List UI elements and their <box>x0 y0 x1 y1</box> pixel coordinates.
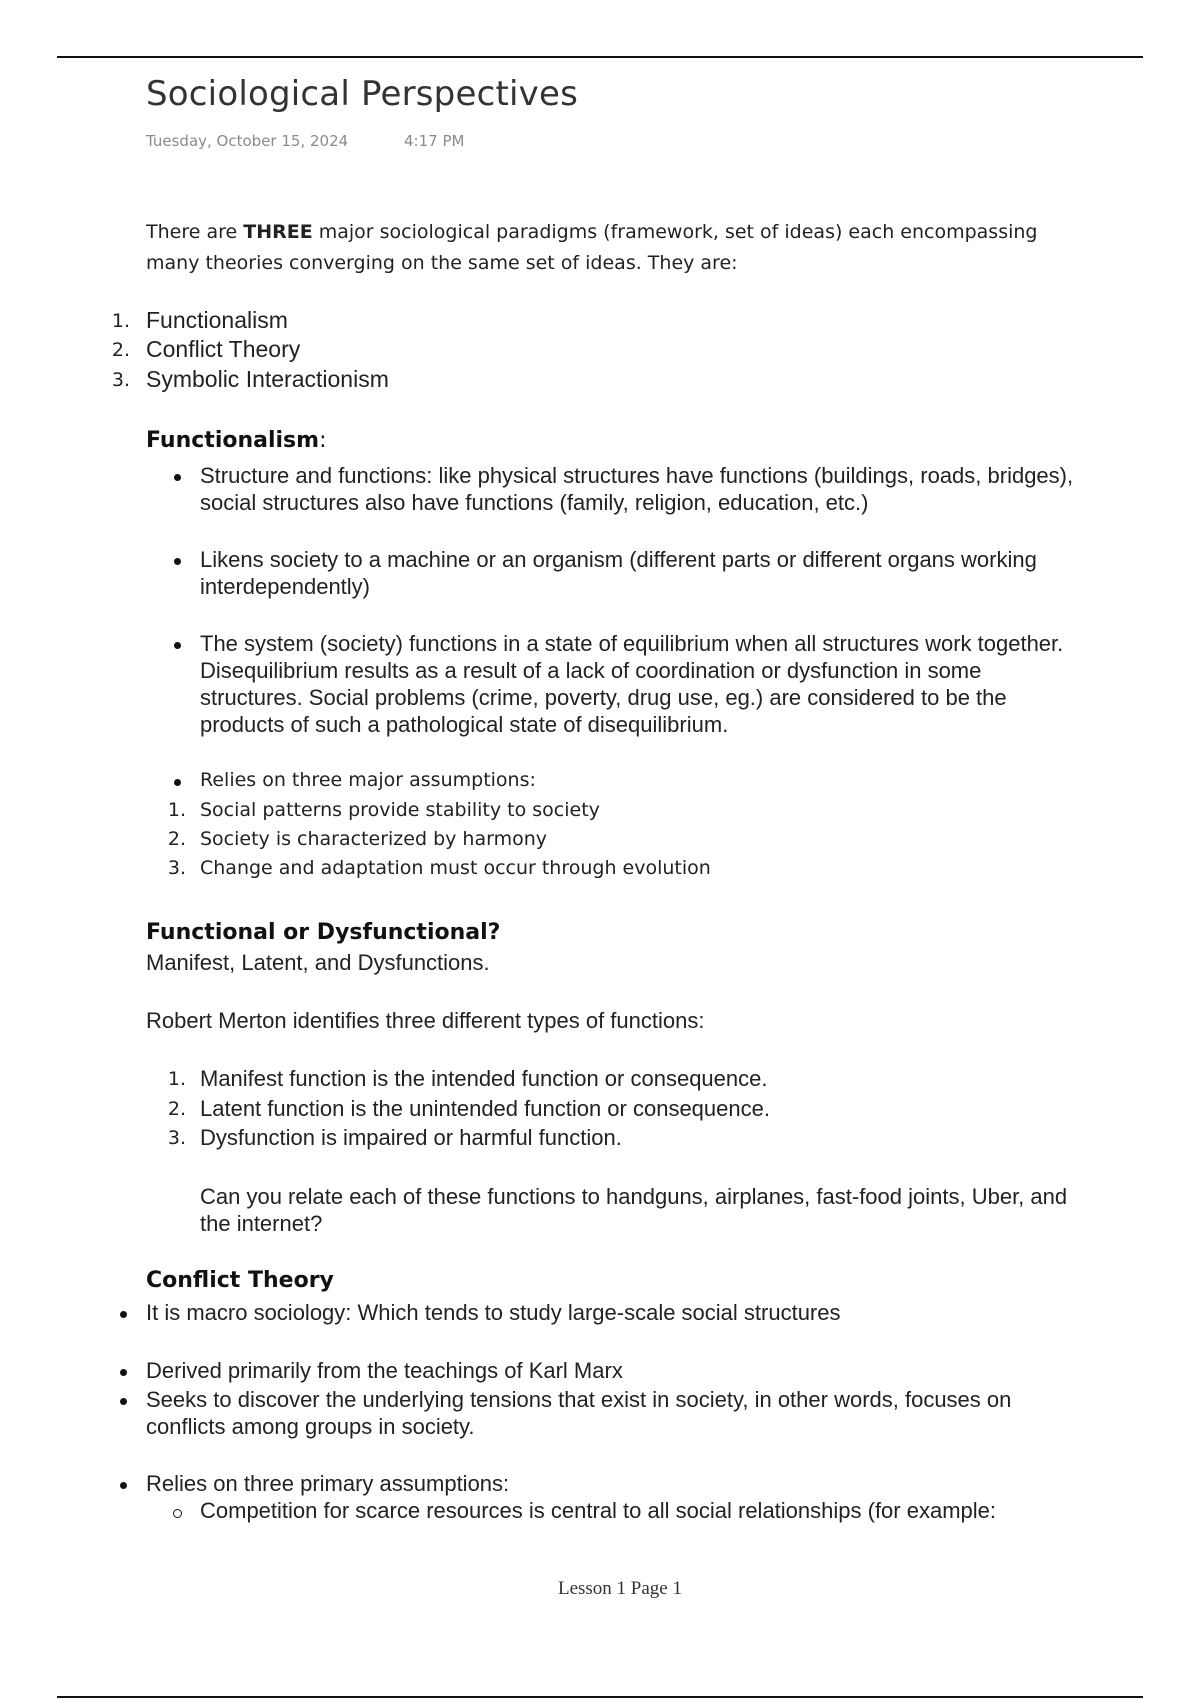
merton-text: Robert Merton identifies three different types of functions: <box>146 1008 705 1033</box>
list-item: Dysfunction is impaired or harmful function. <box>200 1125 622 1150</box>
list-item: Change and adaptation must occur through evolution <box>200 857 711 879</box>
circle-bullet-icon <box>173 1509 182 1518</box>
bullet-icon <box>120 1311 127 1318</box>
list-item: Derived primarily from the teachings of Karl Marx <box>146 1358 623 1383</box>
bottom-rule <box>57 1696 1143 1698</box>
list-item: Society is characterized by harmony <box>200 828 548 850</box>
list-item: Manifest function is the intended function or consequence. <box>200 1066 768 1091</box>
list-item: The system (society) functions in a state of equilibrium when all structures work together. Disequilibrium results as a result of a lack of coordination or dysfunction in some structures. Social problems (crime, poverty, drug use, eg.) are considered to be the products of such a pathological state of disequilibrium. <box>200 631 1064 737</box>
page-title: Sociological Perspectives <box>146 74 579 114</box>
list-item: Social patterns provide stability to society <box>200 799 600 821</box>
bullet-icon <box>174 558 181 565</box>
page-footer: Lesson 1 Page 1 <box>557 1578 682 1599</box>
question-text: Can you relate each of these functions to handguns, airplanes, fast-food joints, Uber, and the internet? <box>200 1184 1068 1236</box>
bullet-icon <box>120 1369 127 1376</box>
functional-heading: Functional or Dysfunctional? <box>146 920 501 945</box>
conflict-heading: Conflict Theory <box>146 1268 334 1293</box>
bullet-icon <box>174 474 181 481</box>
bullet-icon <box>174 642 181 649</box>
list-item: Likens society to a machine or an organism (different parts or different organs working interdependently) <box>200 547 1037 599</box>
functional-subtitle: Manifest, Latent, and Dysfunctions. <box>146 950 490 975</box>
page-date: Tuesday, October 15, 2024 <box>146 132 349 150</box>
bullet-icon <box>120 1482 127 1489</box>
list-item: Competition for scarce resources is central to all social relationships (for example: <box>200 1498 996 1523</box>
functionalism-heading: Functionalism: <box>146 428 327 453</box>
bullet-icon <box>120 1398 127 1405</box>
list-item: Structure and functions: like physical structures have functions (buildings, roads, bridges), social structures also have functions (family, religion, education, etc.) <box>200 463 1074 515</box>
list-item: It is macro sociology: Which tends to study large-scale social structures <box>146 1300 841 1325</box>
intro-paragraph: There are THREE major sociological paradigms (framework, set of ideas) each encompassing many theories converging on the same set of ideas. They are: <box>146 221 1038 274</box>
list-item: Relies on three primary assumptions: <box>146 1471 510 1496</box>
list-item: Latent function is the unintended function or consequence. <box>200 1096 770 1121</box>
list-item: Seeks to discover the underlying tensions that exist in society, in other words, focuses on conflicts among groups in society. <box>146 1387 1012 1439</box>
assumptions-intro: Relies on three major assumptions: <box>200 769 536 791</box>
bullet-icon <box>174 779 181 786</box>
top-rule <box>57 56 1143 58</box>
page-time: 4:17 PM <box>404 132 465 150</box>
